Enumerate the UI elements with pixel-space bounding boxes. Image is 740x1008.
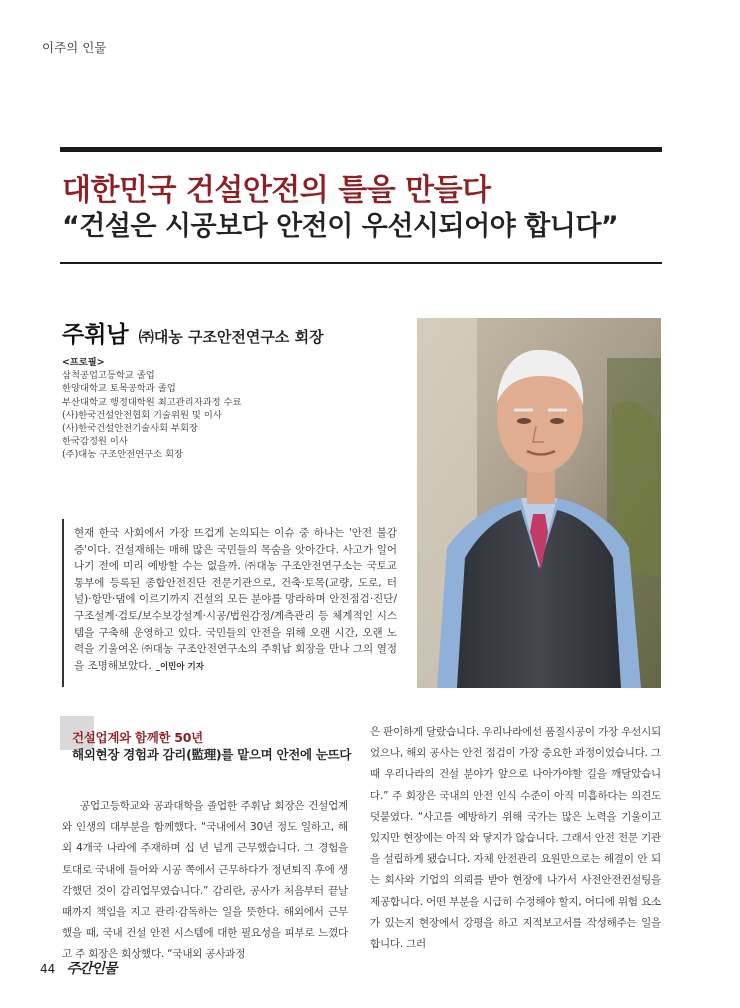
section-tag: 이주의 인물 [42, 40, 107, 55]
profile-heading: <프로필> [62, 357, 105, 368]
page-footer [40, 958, 116, 978]
subheading-accent: 건설업계와 함께한 50년 [72, 730, 203, 745]
body-text-left: 공업고등학교와 공과대학을 졸업한 주휘남 회장은 건설업계와 인생의 대부분을 함께했다. “국내에서 30년 정도 일하고, 해외 4개국 나라에 주재하며 십 년 넘게 근무했습니다. 그 경험을 토대로 국내에 들어와 시공 쪽에서 근무하다가 정년퇴직 후에 생각했던 것이 감리업무였습니다.” 감리란, 공사가 처음부터 끝날 때까지 책임을 지고 관리·감독하는 일을 뜻한다. 해외에서 근무했을 때, 국내 건설 안전 시스템에 대한 필요성을 피부로 느꼈다고 주 회장은 회상했다. “국내외 공사과정 [62, 800, 348, 961]
top-rule [60, 147, 662, 152]
profile-item: 삼척공업고등학교 졸업 [62, 370, 155, 382]
person-name: 주휘남 [62, 322, 129, 348]
person-role: ㈜대농 구조안전연구소 회장 [138, 328, 324, 346]
profile-block [62, 356, 242, 462]
subheading-line: 해외현장 경험과 감리(監理)를 맡으며 안전에 눈뜨다 [72, 747, 352, 762]
headline-quote: “건설은 시공보다 안전이 우선시되어야 합니다” [62, 211, 619, 242]
title-rule [60, 262, 662, 264]
profile-item: 부산대학교 행정대학원 최고관리자과정 수료 [62, 396, 242, 408]
profile-item: 한양대학교 토목공학과 졸업 [62, 383, 176, 395]
profile-item: (주)대농 구조안전연구소 회장 [62, 449, 183, 461]
body-column-right [370, 722, 661, 955]
profile-item: 한국감정원 이사 [62, 436, 128, 448]
byline: _이민아 기자 [155, 661, 204, 672]
intro-box [62, 519, 397, 687]
page-number: 44 [40, 962, 56, 976]
body-text-right: 은 판이하게 달랐습니다. 우리나라에선 품질시공이 가장 우선시되었으나, 해외 공사는 안전 점검이 가장 중요한 과정이었습니다. 그때 우리나라의 건설 분야가 앞으로 나아가야할 길을 깨달았습니다.” 주 회장은 국내의 안전 인식 수준이 아직 미흡하다는 의견도 덧붙였다. “사고를 예방하기 위해 국가는 많은 노력을 기울이고 있지만 현장에는 아직 와 닿지가 않습니다. 그래서 안전 전문 기관을 설립하게 됐습니다. 자체 안전관리 요원만으로는 해결이 안 되는 회사와 기업의 의뢰를 받아 현장에 나가서 사전안전컨설팅을 제공합니다. 어떤 부분을 시급히 수정해야 할지, 어디에 위험 요소가 있는지 현장에서 강평을 하고 지적보고서를 작성해주는 일을 합니다. 그러 [370, 726, 661, 951]
magazine-logo: 주간인물 [66, 961, 117, 977]
subheading [72, 729, 351, 763]
intro-paragraph [64, 525, 397, 675]
intro-text: 현재 한국 사회에서 가장 뜨겁게 논의되는 이슈 중 하나는 '안전 불감증'이다. 건설재해는 매해 많은 국민들의 목숨을 앗아간다. 사고가 일어나기 전에 미리 예방할 수는 없을까. ㈜대농 구조안전연구소는 국토교통부에 등록된 종합안전진단 전문기관으로, 건축·토목(교량, 도로, 터널)·항만·댐에 이르기까지 건설의 모든 분야를 망라하며 안전점검·진단/구조설계·검토/보수보강설계·시공/법원감정/계측관리 등 체계적인 시스템을 구축해 운영하고 있다. 국민들의 안전을 위해 오랜 시간, 오랜 노력을 기울여온 ㈜대농 구조안전연구소의 주휘남 회장을 만나 그의 열정을 조명해보았다. [74, 527, 397, 672]
portrait-photo [417, 318, 661, 688]
body-column-left [62, 796, 348, 966]
portrait-illustration [417, 318, 661, 688]
profile-item: (사)한국건설안전기술사회 부회장 [62, 423, 198, 435]
profile-item: (사)한국건설안전협회 기술위원 및 이사 [62, 409, 222, 421]
person-heading [62, 316, 324, 349]
headline: 대한민국 건설안전의 틀을 만들다 [62, 173, 491, 208]
